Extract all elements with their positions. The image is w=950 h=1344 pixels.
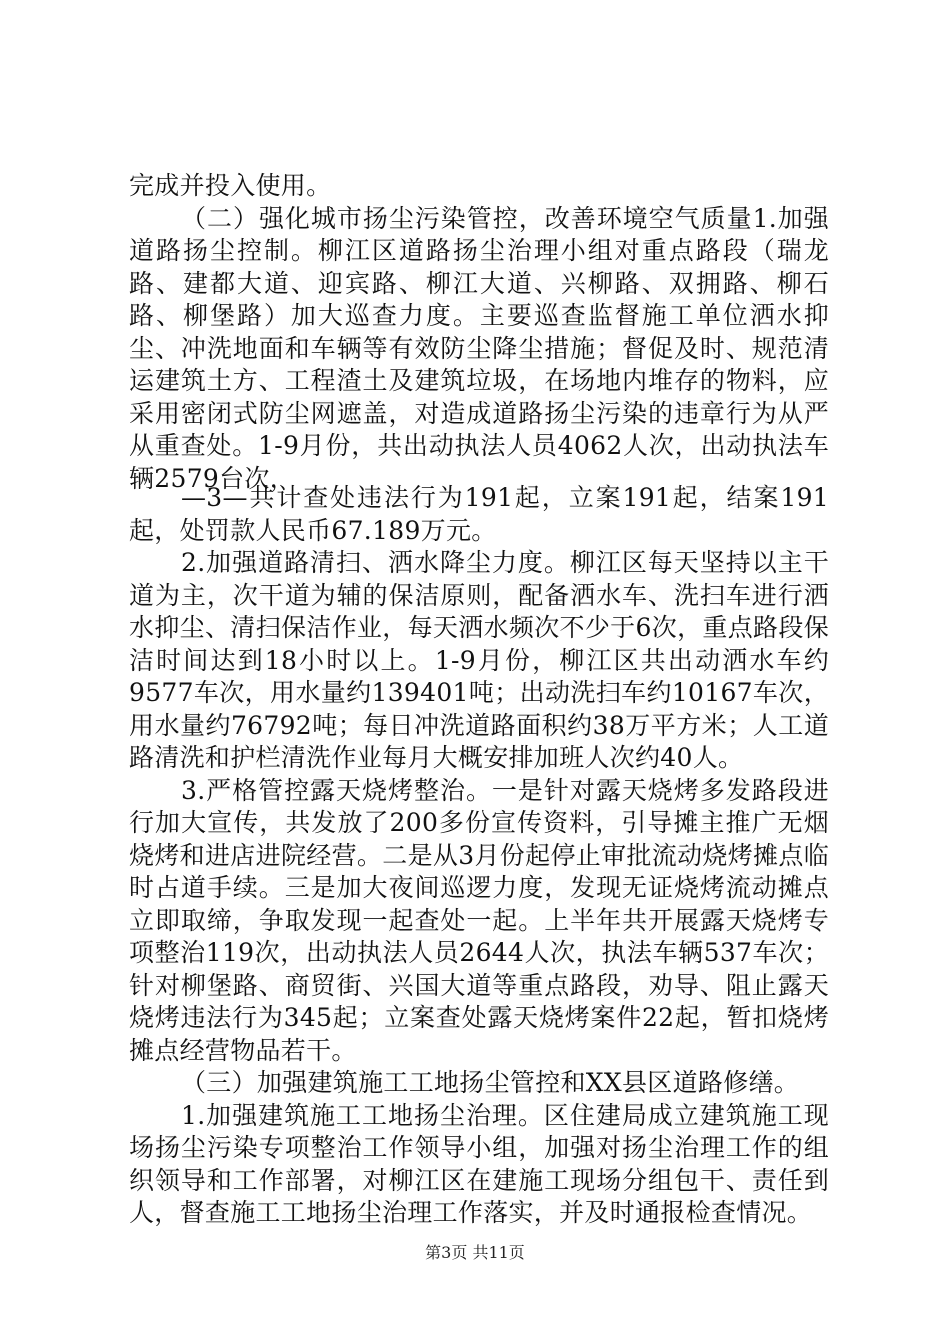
- paragraph-road-cleaning: 2.加强道路清扫、洒水降尘力度。柳江区每天坚持以主干道为主，次干道为辅的保洁原则，配备洒水车、洗扫车进行洒水抑尘、清扫保洁作业，每天洒水频次不少于6次，重点路段保洁时间达到18小时以上。1-9月份，柳江区共出动洒水车约9577车次，用水量约139401吨；出动洗扫车约10167车次，用水量约76792吨；每日冲洗道路面积约38万平方米；人工道路清洗和护栏清洗作业每月大概安排加班人次约40人。: [129, 548, 829, 772]
- paragraph-penalty-summary: —3—共计查处违法行为191起，立案191起，结案191起，处罚款人民币67.189万元。: [129, 483, 829, 545]
- paragraph-section-two: （二）强化城市扬尘污染管控，改善环境空气质量1.加强道路扬尘控制。柳江区道路扬尘治理小组对重点路段（瑞龙路、建都大道、迎宾路、柳江大道、兴柳路、双拥路、柳石路、柳堡路）加大巡查力度。主要巡查监督施工单位洒水抑尘、冲洗地面和车辆等有效防尘降尘措施；督促及时、规范清运建筑土方、工程渣土及建筑垃圾，在场地内堆存的物料，应采用密闭式防尘网遮盖，对造成道路扬尘污染的违章行为从严从重查处。1-9月份，共出动执法人员4062人次，出动执法车辆2579台次，: [129, 203, 829, 493]
- text-block-upper: [129, 170, 829, 495]
- paragraph-construction-dust: 1.加强建筑施工工地扬尘治理。区住建局成立建筑施工现场扬尘污染专项整治工作领导小组，加强对扬尘治理工作的组织领导和工作部署，对柳江区在建施工现场分组包干、责任到人，督查施工工地扬尘治理工作落实，并及时通报检查情况。: [129, 1100, 829, 1227]
- text-block-lower: [129, 482, 829, 1230]
- paragraph-continuation: 完成并投入使用。: [129, 171, 332, 200]
- paragraph-bbq-control: 3.严格管控露天烧烤整治。一是针对露天烧烤多发路段进行加大宣传，共发放了200多份宣传资料，引导摊主推广无烟烧烤和进店进院经营。二是从3月份起停止审批流动烧烤摊点临时占道手续。三是加大夜间巡逻力度，发现无证烧烤流动摊点立即取缔，争取发现一起查处一起。上半年共开展露天烧烤专项整治119次，出动执法人员2644人次，执法车辆537车次；针对柳堡路、商贸街、兴国大道等重点路段，劝导、阻止露天烧烤违法行为345起；立案查处露天烧烤案件22起，暂扣烧烤摊点经营物品若干。: [129, 775, 829, 1065]
- paragraph-section-three-heading: （三）加强建筑施工工地扬尘管控和XX县区道路修缮。: [181, 1068, 800, 1097]
- page-number-footer: 第3页 共11页: [425, 1243, 525, 1262]
